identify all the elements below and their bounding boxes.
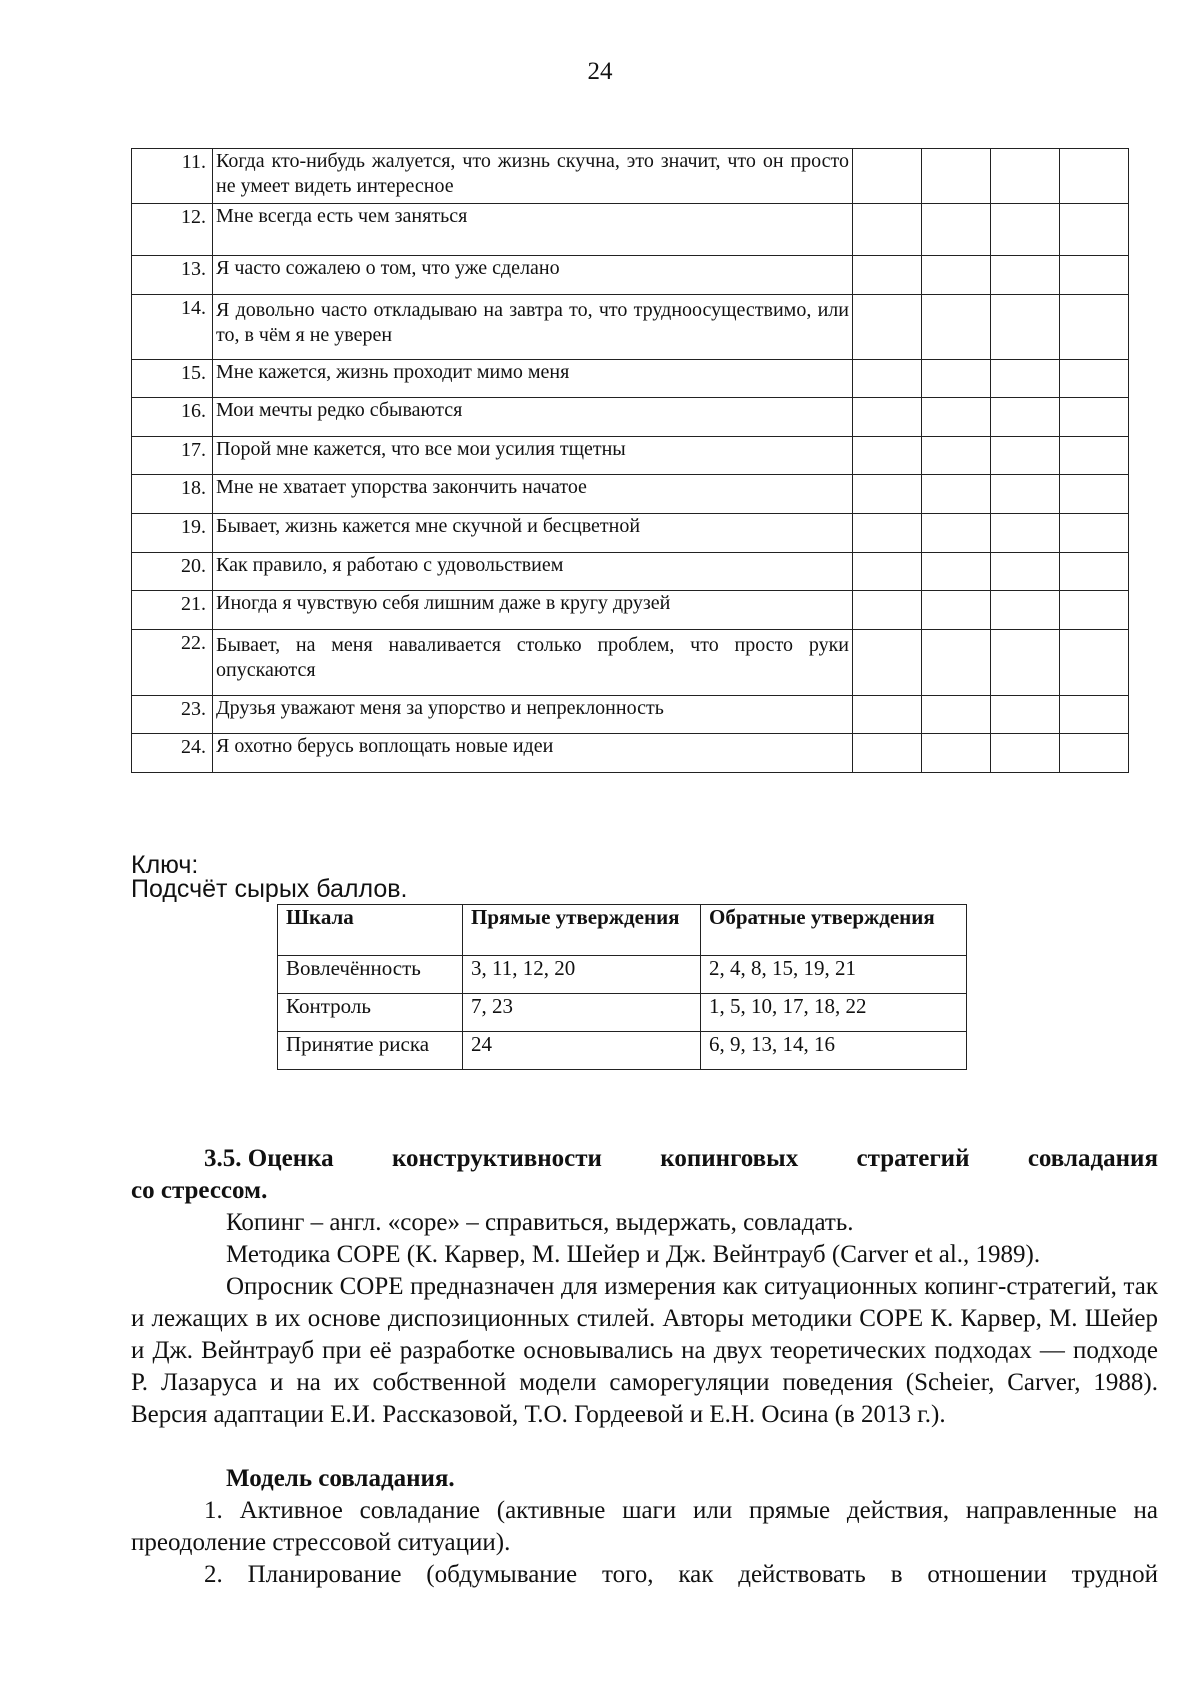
answer-cell	[853, 360, 922, 398]
answer-cell	[922, 360, 991, 398]
answer-cell	[991, 295, 1060, 360]
item-text: Я довольно часто откладываю на завтра то, что трудноосуществимо, или то, в чём я не уверен	[213, 295, 853, 360]
method-reference: Методика COPE (К. Карвер, М. Шейер и Дж. Вейнтрауб (Carver et al., 1989).	[226, 1241, 1041, 1268]
column-header-direct: Прямые утверждения	[463, 905, 701, 956]
item-number: 15.	[132, 360, 213, 398]
table-row	[278, 1032, 967, 1070]
answer-cell	[991, 553, 1060, 591]
answer-cell	[1060, 630, 1129, 696]
item-text: Бывает, на меня наваливается столько проблем, что просто руки опускаются	[213, 630, 853, 696]
answer-cell	[1060, 591, 1129, 630]
table-row	[278, 956, 967, 994]
item-number: 12.	[132, 204, 213, 256]
answer-cell	[991, 591, 1060, 630]
item-number: 13.	[132, 256, 213, 295]
answer-cell	[853, 514, 922, 553]
item-number: 18.	[132, 475, 213, 514]
answer-cell	[991, 696, 1060, 734]
item-number: 22.	[132, 630, 213, 696]
answer-cell	[1060, 475, 1129, 514]
table-row	[132, 204, 1129, 256]
list-item: 2. Планирование (обдумывание того, как действовать в отношении трудной	[204, 1561, 1158, 1588]
table-header-row	[278, 905, 967, 956]
answer-cell	[1060, 256, 1129, 295]
table-row	[132, 591, 1129, 630]
answer-cell	[922, 630, 991, 696]
answer-cell	[922, 149, 991, 204]
item-text: Иногда я чувствую себя лишним даже в кругу друзей	[213, 591, 853, 630]
answer-cell	[922, 514, 991, 553]
page-number: 24	[587, 58, 613, 85]
answer-cell	[1060, 398, 1129, 437]
table-row	[132, 630, 1129, 696]
heading-continuation: со стрессом.	[131, 1177, 268, 1204]
answer-cell	[922, 204, 991, 256]
answer-cell	[991, 734, 1060, 773]
answer-cell	[853, 553, 922, 591]
answer-cell	[991, 437, 1060, 475]
item-text: Бывает, жизнь кажется мне скучной и бесцветной	[213, 514, 853, 553]
reverse-items: 6, 9, 13, 14, 16	[701, 1032, 967, 1070]
item-number: 23.	[132, 696, 213, 734]
answer-cell	[853, 437, 922, 475]
answer-cell	[1060, 734, 1129, 773]
table-row	[132, 475, 1129, 514]
answer-cell	[922, 734, 991, 773]
table-row	[132, 149, 1129, 204]
item-text: Друзья уважают меня за упорство и непреклонность	[213, 696, 853, 734]
heading-word: совладания	[1027, 1145, 1158, 1172]
answer-cell	[853, 734, 922, 773]
questionnaire-description: Опросник COPE предназначен для измерения как ситуационных копинг-стратегий, так и лежащих в их основе диспозиционных стилей. Авторы методики COPE К. Карвер, М. Шейер и Дж. Вейнтрауб при её разработке основывались на двух теоретических подходах — подходе Р. Лазаруса и на их собственной модели саморегуляции поведения (Scheier, Carver, 1988). Версия адаптации Е.И. Рассказовой, Т.О. Гордеевой и Е.Н. Осина (в 2013 г.).	[131, 1273, 1158, 1428]
answer-cell	[922, 398, 991, 437]
answer-cell	[853, 591, 922, 630]
answer-cell	[991, 360, 1060, 398]
table-row	[132, 256, 1129, 295]
item-text: Порой мне кажется, что все мои усилия тщетны	[213, 437, 853, 475]
item-number: 14.	[132, 295, 213, 360]
answer-cell	[922, 437, 991, 475]
scale-name: Принятие риска	[278, 1032, 463, 1070]
heading-word: 3.5. Оценка	[204, 1145, 334, 1172]
item-text: Когда кто-нибудь жалуется, что жизнь скучна, это значит, что он просто не умеет видеть интересное	[213, 149, 853, 204]
table-row	[132, 360, 1129, 398]
answer-cell	[853, 475, 922, 514]
scoring-key-table	[277, 904, 967, 1070]
answer-cell	[991, 204, 1060, 256]
table-row	[132, 514, 1129, 553]
list-item: 1. Активное совладание (активные шаги или прямые действия, направленные на преодоление стрессовой ситуации).	[131, 1497, 1158, 1556]
item-text: Мне кажется, жизнь проходит мимо меня	[213, 360, 853, 398]
heading-word: конструктивности	[391, 1145, 602, 1172]
coping-definition: Копинг – англ. «cope» – справиться, выдержать, совладать.	[226, 1209, 854, 1236]
item-text: Как правило, я работаю с удовольствием	[213, 553, 853, 591]
answer-cell	[1060, 360, 1129, 398]
column-header-reverse: Обратные утверждения	[701, 905, 967, 956]
direct-items: 24	[463, 1032, 701, 1070]
answer-cell	[991, 398, 1060, 437]
direct-items: 7, 23	[463, 994, 701, 1032]
heading-word: стратегий	[856, 1145, 970, 1172]
answer-cell	[991, 256, 1060, 295]
answer-cell	[922, 591, 991, 630]
table-row	[132, 553, 1129, 591]
answer-cell	[922, 295, 991, 360]
item-number: 20.	[132, 553, 213, 591]
answer-cell	[1060, 149, 1129, 204]
answer-cell	[1060, 514, 1129, 553]
answer-cell	[1060, 553, 1129, 591]
item-number: 19.	[132, 514, 213, 553]
item-number: 17.	[132, 437, 213, 475]
answer-cell	[853, 295, 922, 360]
answer-cell	[1060, 437, 1129, 475]
questionnaire-table	[131, 148, 1129, 773]
answer-cell	[922, 475, 991, 514]
answer-cell	[853, 696, 922, 734]
answer-cell	[991, 514, 1060, 553]
table-row	[132, 437, 1129, 475]
item-text: Мне всегда есть чем заняться	[213, 204, 853, 256]
answer-cell	[1060, 696, 1129, 734]
item-text: Я охотно берусь воплощать новые идеи	[213, 734, 853, 773]
direct-items: 3, 11, 12, 20	[463, 956, 701, 994]
item-text: Я часто сожалею о том, что уже сделано	[213, 256, 853, 295]
answer-cell	[853, 149, 922, 204]
answer-cell	[922, 553, 991, 591]
table-row	[132, 295, 1129, 360]
table-row	[132, 398, 1129, 437]
reverse-items: 1, 5, 10, 17, 18, 22	[701, 994, 967, 1032]
raw-scores-label: Подсчёт сырых баллов.	[131, 875, 408, 903]
scale-name: Контроль	[278, 994, 463, 1032]
answer-cell	[853, 630, 922, 696]
item-text: Мне не хватает упорства закончить начатое	[213, 475, 853, 514]
key-label: Ключ:	[131, 851, 199, 879]
table-row	[132, 696, 1129, 734]
scale-name: Вовлечённость	[278, 956, 463, 994]
answer-cell	[991, 630, 1060, 696]
answer-cell	[922, 696, 991, 734]
answer-cell	[853, 204, 922, 256]
section-heading	[131, 1143, 1158, 1207]
item-number: 21.	[132, 591, 213, 630]
answer-cell	[991, 475, 1060, 514]
item-number: 11.	[132, 149, 213, 204]
heading-word: копинговых	[660, 1145, 799, 1172]
model-heading: Модель совладания.	[226, 1465, 455, 1492]
answer-cell	[922, 256, 991, 295]
answer-cell	[853, 398, 922, 437]
answer-cell	[991, 149, 1060, 204]
answer-cell	[1060, 204, 1129, 256]
item-text: Мои мечты редко сбываются	[213, 398, 853, 437]
item-number: 24.	[132, 734, 213, 773]
item-number: 16.	[132, 398, 213, 437]
table-row	[278, 994, 967, 1032]
table-row	[132, 734, 1129, 773]
answer-cell	[1060, 295, 1129, 360]
reverse-items: 2, 4, 8, 15, 19, 21	[701, 956, 967, 994]
answer-cell	[853, 256, 922, 295]
column-header-scale: Шкала	[278, 905, 463, 956]
